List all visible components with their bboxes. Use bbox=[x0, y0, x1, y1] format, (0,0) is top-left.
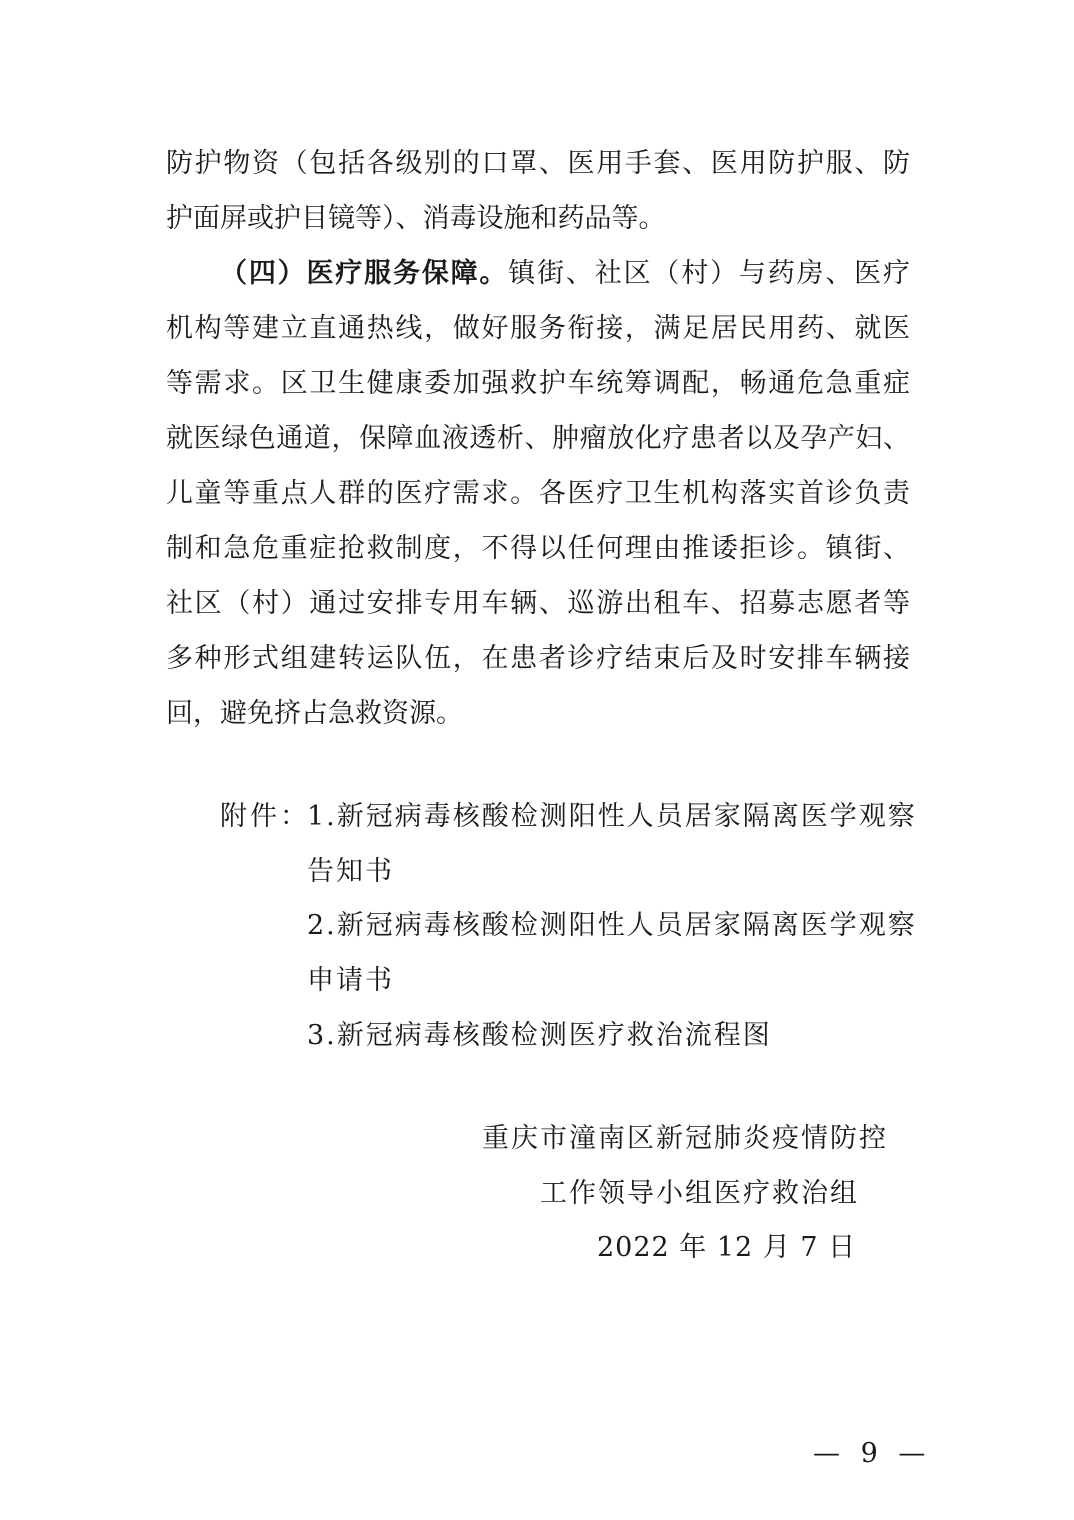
attachment-item: 2.新冠病毒核酸检测阳性人员居家隔离医学观察 bbox=[307, 910, 917, 941]
body-line: 回，避免挤占急救资源。 bbox=[166, 698, 463, 729]
attachment-item: 3.新冠病毒核酸检测医疗救治流程图 bbox=[307, 1020, 772, 1051]
body-text: 镇街、社区（村）与药房、医疗 bbox=[508, 258, 911, 289]
section-heading-line bbox=[220, 256, 910, 292]
attachment-item-continued: 申请书 bbox=[307, 965, 394, 996]
signature-org-line2: 工作领导小组医疗救治组 bbox=[540, 1178, 859, 1209]
attachment-item-continued: 告知书 bbox=[307, 856, 394, 887]
page-number: — 9 — bbox=[813, 1438, 932, 1469]
body-line: 护面屏或护目镜等）、消毒设施和药品等。 bbox=[166, 203, 666, 234]
signature-org-line1: 重庆市潼南区新冠肺炎疫情防控 bbox=[482, 1123, 888, 1154]
body-line: 多种形式组建转运队伍，在患者诊疗结束后及时安排车辆接 bbox=[166, 643, 910, 674]
body-line: 社区（村）通过安排专用车辆、巡游出租车、招募志愿者等 bbox=[166, 588, 910, 619]
section-heading: （四）医疗服务保障。 bbox=[220, 258, 509, 289]
body-line: 就医绿色通道，保障血液透析、肿瘤放化疗患者以及孕产妇、 bbox=[166, 423, 910, 454]
attachment-item: 1.新冠病毒核酸检测阳性人员居家隔离医学观察 bbox=[307, 801, 917, 832]
signature-date: 2022 年 12 月 7 日 bbox=[597, 1232, 857, 1263]
body-line: 等需求。区卫生健康委加强救护车统筹调配，畅通危急重症 bbox=[166, 368, 910, 399]
attachments-label: 附件： bbox=[220, 801, 310, 832]
body-line: 儿童等重点人群的医疗需求。各医疗卫生机构落实首诊负责 bbox=[166, 478, 910, 509]
body-line: 防护物资（包括各级别的口罩、医用手套、医用防护服、防 bbox=[166, 148, 910, 179]
body-line: 制和急危重症抢救制度，不得以任何理由推诿拒诊。镇街、 bbox=[166, 533, 910, 564]
body-line: 机构等建立直通热线，做好服务衔接，满足居民用药、就医 bbox=[166, 313, 910, 344]
